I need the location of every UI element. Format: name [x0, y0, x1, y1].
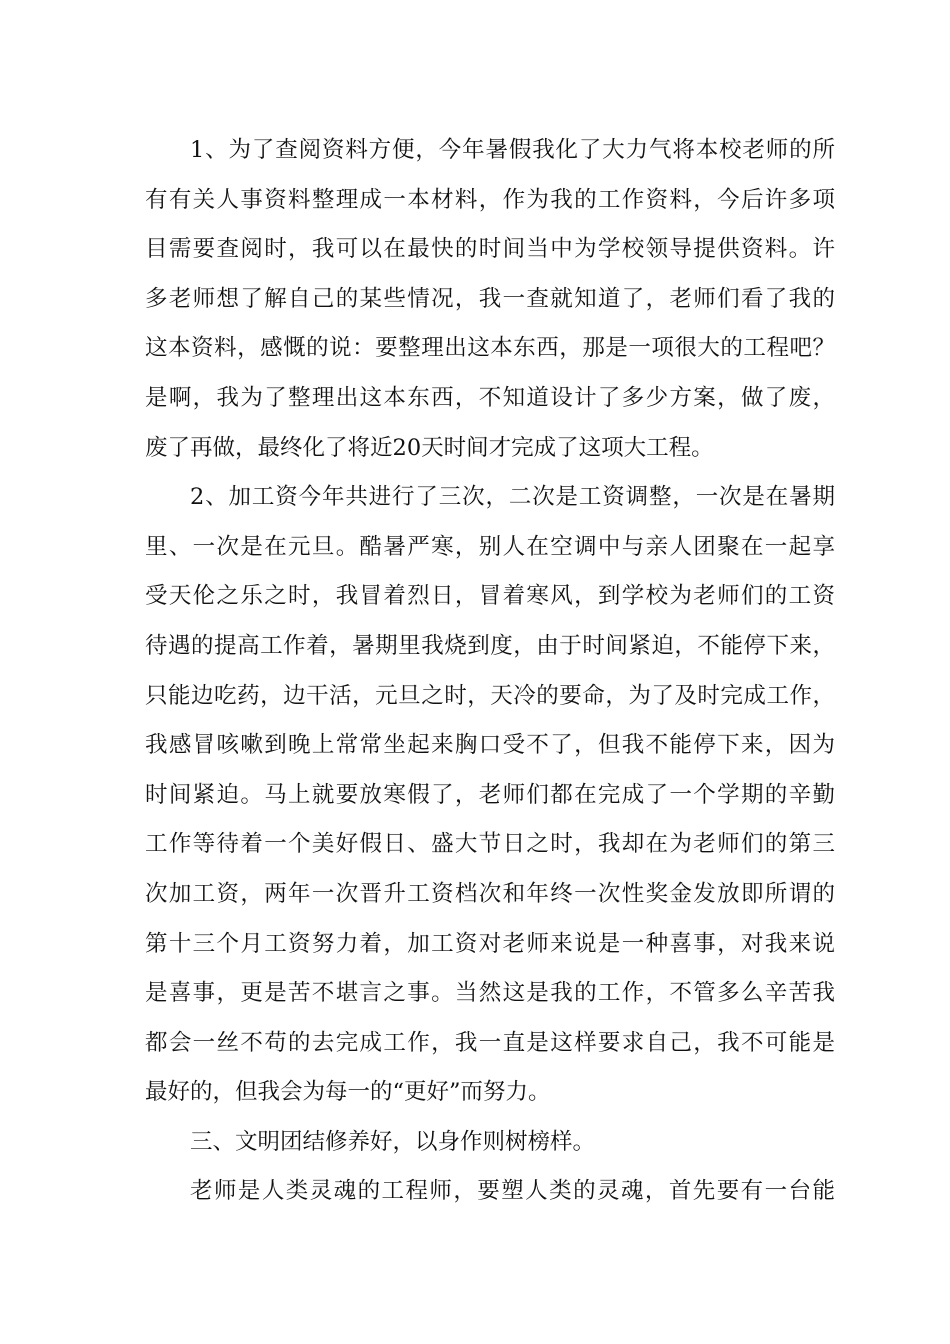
paragraph-1-line-3: 目需要查阅时，我可以在最快的时间当中为学校领导提供资料。许	[145, 236, 835, 263]
paragraph-1-line-1: 1、为了查阅资料方便，今年暑假我化了大力气将本校老师的所	[190, 137, 835, 163]
paragraph-2-line-7: 时间紧迫。马上就要放寒假了，老师们都在完成了一个学期的辛勤	[145, 781, 835, 808]
section-heading-3: 三、文明团结修养好，以身作则树榜样。	[190, 1128, 596, 1155]
paragraph-2-line-12: 都会一丝不苟的去完成工作，我一直是这样要求自己，我不可能是	[145, 1029, 835, 1056]
document-body	[145, 126, 835, 1217]
paragraph-2-line-3: 受天伦之乐之时，我冒着烈日，冒着寒风，到学校为老师们的工资	[145, 583, 835, 610]
paragraph-2-line-13: 最好的，但我会为每一的“更好”而努力。	[145, 1079, 551, 1106]
paragraph-1-line-7: 废了再做，最终化了将近20天时间才完成了这项大工程。	[145, 434, 714, 461]
paragraph-2-line-11: 是喜事，更是苦不堪言之事。当然这是我的工作，不管多么辛苦我	[145, 980, 835, 1007]
paragraph-1-line-2: 有有关人事资料整理成一本材料，作为我的工作资料，今后许多项	[145, 186, 835, 213]
paragraph-2-line-1: 2、加工资今年共进行了三次，二次是工资调整，一次是在暑期	[190, 484, 835, 511]
paragraph-2-line-8: 工作等待着一个美好假日、盛大节日之时，我却在为老师们的第三	[145, 831, 835, 858]
paragraph-2-line-4: 待遇的提高工作着，暑期里我烧到度，由于时间紧迫，不能停下来，	[145, 632, 835, 659]
paragraph-2-line-9: 次加工资，两年一次晋升工资档次和年终一次性奖金发放即所谓的	[145, 880, 835, 907]
paragraph-2-line-2: 里、一次是在元旦。酷暑严寒，别人在空调中与亲人团聚在一起享	[145, 533, 835, 560]
paragraph-1-line-6: 是啊，我为了整理出这本东西，不知道设计了多少方案，做了废，	[145, 384, 835, 411]
paragraph-2-line-6: 我感冒咳嗽到晚上常常坐起来胸口受不了，但我不能停下来，因为	[145, 732, 835, 759]
paragraph-2-line-10: 第十三个月工资努力着，加工资对老师来说是一种喜事，对我来说	[145, 930, 835, 957]
paragraph-1-line-5: 这本资料，感慨的说：要整理出这本东西，那是一项很大的工程吧？	[145, 335, 835, 362]
paragraph-3-line-1: 老师是人类灵魂的工程师，要塑人类的灵魂，首先要有一台能	[190, 1178, 835, 1205]
paragraph-2-line-5: 只能边吃药，边干活，元旦之时，天冷的要命，为了及时完成工作，	[145, 682, 835, 709]
paragraph-1-line-4: 多老师想了解自己的某些情况，我一查就知道了，老师们看了我的	[145, 285, 835, 312]
